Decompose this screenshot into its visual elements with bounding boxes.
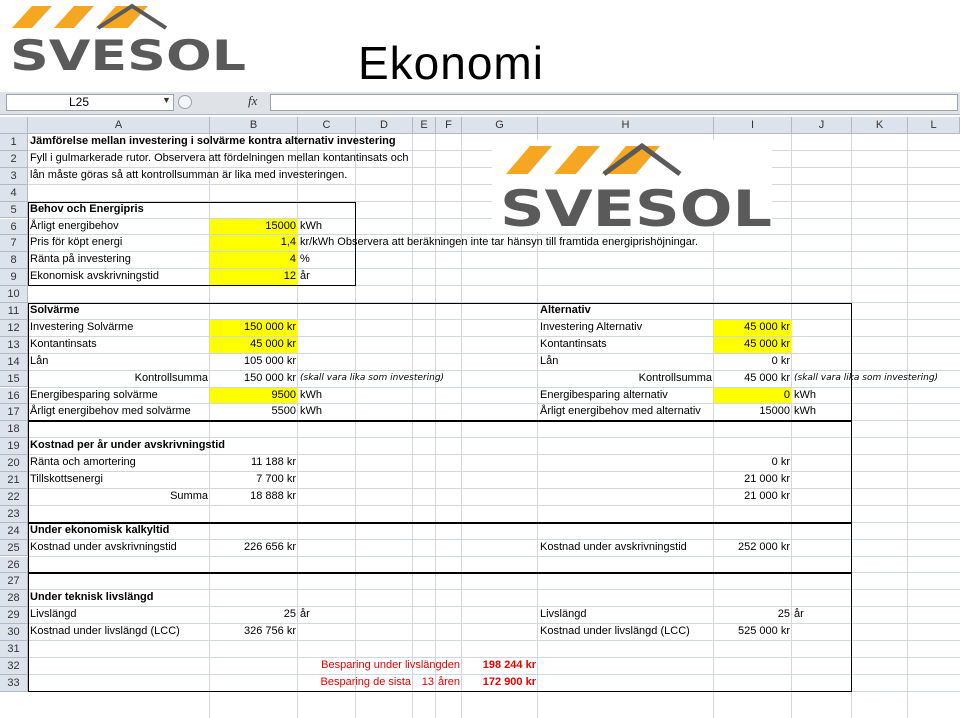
label-kostnad-avskrivning-sol[interactable]: Kostnad under avskrivningstid bbox=[30, 540, 177, 553]
label-ranta[interactable]: Ränta på investering bbox=[30, 253, 131, 266]
row-header-29[interactable]: 29 bbox=[0, 607, 28, 624]
value-livslangd-sol[interactable]: 25 bbox=[283, 608, 296, 621]
unit-kwh[interactable]: kWh bbox=[300, 219, 322, 232]
input-kontantinsats-alt[interactable]: 45 000 kr bbox=[714, 337, 792, 353]
label-avskrivningstid[interactable]: Ekonomisk avskrivningstid bbox=[30, 270, 159, 283]
section-header-teknisk[interactable]: Under teknisk livslängd bbox=[30, 591, 154, 604]
row-header-30[interactable]: 30 bbox=[0, 624, 28, 641]
label-ranta-amortering[interactable]: Ränta och amortering bbox=[30, 456, 136, 469]
name-box[interactable]: L25 bbox=[6, 94, 174, 111]
section-header-solvarme[interactable]: Solvärme bbox=[30, 304, 80, 316]
row-header-3[interactable]: 3 bbox=[0, 168, 28, 185]
label-lan-sol[interactable]: Lån bbox=[30, 354, 49, 367]
unit-pris-note[interactable]: kr/kWh Observera att beräkningen inte tar hänsyn till framtida energiprishöjningar. bbox=[300, 236, 699, 249]
intro-text-1[interactable]: Fyll i gulmarkerade rutor. Observera att fördelningen mellan kontantinsats och bbox=[30, 151, 409, 164]
gridline bbox=[412, 134, 413, 718]
label-arligt-energibehov[interactable]: Årligt energibehov bbox=[30, 219, 119, 232]
fx-icon[interactable]: fx bbox=[248, 93, 258, 108]
value-lan-alt[interactable]: 0 kr bbox=[771, 354, 790, 367]
intro-text-2[interactable]: lån måste göras så att kontrollsumman är lika med investeringen. bbox=[30, 168, 348, 181]
gridline bbox=[461, 134, 462, 718]
label-kontantinsats-alt[interactable]: Kontantinsats bbox=[540, 337, 607, 350]
gridline bbox=[28, 556, 960, 557]
unit-kwh[interactable]: kWh bbox=[300, 405, 322, 418]
label-energibesparing-alt[interactable]: Energibesparing alternativ bbox=[540, 388, 668, 401]
unit-ar[interactable]: år bbox=[300, 608, 310, 621]
row-header-1[interactable]: 1 bbox=[0, 134, 28, 151]
section-header-behov[interactable]: Behov och Energipris bbox=[30, 202, 144, 215]
label-kontantinsats-sol[interactable]: Kontantinsats bbox=[30, 337, 97, 350]
row-header-20[interactable]: 20 bbox=[0, 455, 28, 472]
label-investering-alt[interactable]: Investering Alternativ bbox=[540, 320, 643, 333]
row-header-32[interactable]: 32 bbox=[0, 658, 28, 675]
value-kontrollsumma-alt[interactable]: 45 000 kr bbox=[744, 371, 790, 384]
row-header-4[interactable]: 4 bbox=[0, 185, 28, 202]
value-tillskott-alt[interactable]: 21 000 kr bbox=[744, 473, 790, 485]
logo-text-embedded: SVESOL bbox=[500, 180, 772, 232]
svesol-logo-top bbox=[8, 2, 248, 74]
row-header-15[interactable]: 15 bbox=[0, 371, 28, 388]
row-header-13[interactable]: 13 bbox=[0, 337, 28, 354]
label-lcc-sol[interactable]: Kostnad under livslängd (LCC) bbox=[30, 625, 180, 638]
row-header-22[interactable]: 22 bbox=[0, 489, 28, 506]
row-header-12[interactable]: 12 bbox=[0, 320, 28, 337]
formula-input[interactable] bbox=[270, 94, 958, 111]
gridline bbox=[28, 691, 960, 692]
chevron-down-icon[interactable]: ▼ bbox=[162, 95, 171, 105]
label-kontrollsumma-sol[interactable]: Kontrollsumma bbox=[134, 371, 208, 384]
value-energibehov-alt[interactable]: 15000 bbox=[759, 405, 790, 418]
column-header-D[interactable]: D bbox=[356, 117, 413, 134]
value-besparing-sista-ar[interactable]: 13 bbox=[421, 675, 434, 688]
column-header-G[interactable]: G bbox=[462, 117, 538, 134]
value-summa-sol[interactable]: 18 888 kr bbox=[250, 489, 296, 502]
label-livslangd-sol[interactable]: Livslängd bbox=[30, 608, 77, 621]
value-kontrollsumma-sol[interactable]: 150 000 kr bbox=[244, 371, 296, 384]
svesol-logo-embedded bbox=[492, 140, 772, 232]
row-header-5[interactable]: 5 bbox=[0, 202, 28, 219]
value-energibehov-sol[interactable]: 5500 bbox=[271, 405, 296, 418]
label-lan-alt[interactable]: Lån bbox=[540, 354, 559, 367]
label-kostnad-avskrivning-alt[interactable]: Kostnad under avskrivningstid bbox=[540, 540, 687, 553]
column-header-H[interactable]: H bbox=[538, 117, 714, 134]
label-energibesparing-sol[interactable]: Energibesparing solvärme bbox=[30, 388, 158, 401]
value-lcc-alt[interactable]: 525 000 kr bbox=[738, 625, 790, 638]
row-header-8[interactable]: 8 bbox=[0, 252, 28, 269]
value-kostnad-avskrivning-alt[interactable]: 252 000 kr bbox=[738, 540, 790, 553]
unit-kwh[interactable]: kWh bbox=[300, 388, 322, 401]
row-header-11[interactable]: 11 bbox=[0, 303, 28, 320]
input-kontantinsats-sol[interactable]: 45 000 kr bbox=[210, 337, 298, 353]
column-header-B[interactable]: B bbox=[210, 117, 298, 134]
unit-ar[interactable]: år bbox=[794, 608, 804, 621]
row-header-17[interactable]: 17 bbox=[0, 404, 28, 421]
row-header-18[interactable]: 18 bbox=[0, 421, 28, 438]
value-kostnad-avskrivning-sol[interactable]: 226 656 kr bbox=[244, 540, 296, 553]
input-investering-sol[interactable]: 150 000 kr bbox=[210, 320, 298, 336]
label-tillskottsenergi[interactable]: Tillskottsenergi bbox=[30, 473, 103, 485]
unit-kwh[interactable]: kWh bbox=[794, 405, 816, 418]
column-header-L[interactable]: L bbox=[908, 117, 960, 134]
value-ranta-amortering-sol[interactable]: 11 188 kr bbox=[250, 456, 296, 469]
formula-bar bbox=[0, 92, 960, 115]
row-header-14[interactable]: 14 bbox=[0, 354, 28, 371]
row-header-24[interactable]: 24 bbox=[0, 523, 28, 540]
row-header-6[interactable]: 6 bbox=[0, 219, 28, 236]
input-investering-alt[interactable]: 45 000 kr bbox=[714, 320, 792, 336]
row-header-27[interactable]: 27 bbox=[0, 573, 28, 590]
column-header-F[interactable]: F bbox=[436, 117, 462, 134]
label-summa[interactable]: Summa bbox=[170, 489, 208, 502]
gridline bbox=[28, 505, 960, 506]
gridline bbox=[28, 420, 960, 421]
row-header-7[interactable]: 7 bbox=[0, 235, 28, 252]
row-header-31[interactable]: 31 bbox=[0, 641, 28, 658]
row-header-23[interactable]: 23 bbox=[0, 506, 28, 523]
label-investering-sol[interactable]: Investering Solvärme bbox=[30, 320, 134, 333]
gridline bbox=[435, 134, 436, 718]
gridline bbox=[28, 572, 960, 573]
input-avskrivningstid[interactable]: 12 bbox=[210, 269, 298, 285]
gridline bbox=[28, 285, 960, 286]
input-energibesparing-alt[interactable]: 0 bbox=[714, 388, 792, 404]
row-header-10[interactable]: 10 bbox=[0, 286, 28, 303]
value-besparing-livslangd[interactable]: 198 244 kr bbox=[482, 658, 536, 671]
unit-ar[interactable]: år bbox=[300, 270, 310, 283]
slide-title: Ekonomi bbox=[358, 37, 544, 89]
column-header-I[interactable]: I bbox=[714, 117, 792, 134]
label-livslangd-alt[interactable]: Livslängd bbox=[540, 608, 587, 621]
note-kontroll-sol[interactable]: (skall vara lika som investering) bbox=[300, 372, 445, 383]
gridline bbox=[851, 134, 852, 718]
row-header-28[interactable]: 28 bbox=[0, 590, 28, 607]
row-header-9[interactable]: 9 bbox=[0, 269, 28, 286]
column-header-K[interactable]: K bbox=[852, 117, 908, 134]
section-header-alternativ[interactable]: Alternativ bbox=[540, 304, 591, 316]
input-ranta[interactable]: 4 bbox=[210, 252, 298, 268]
formula-bar-handle[interactable] bbox=[178, 95, 192, 109]
select-all-corner[interactable] bbox=[0, 117, 28, 134]
row-header-26[interactable]: 26 bbox=[0, 557, 28, 574]
label-kontrollsumma-alt[interactable]: Kontrollsumma bbox=[638, 371, 712, 384]
sheet-title[interactable]: Jämförelse mellan investering i solvärme kontra alternativ investering bbox=[30, 135, 396, 147]
gridline bbox=[28, 640, 960, 641]
label-pris[interactable]: Pris för köpt energi bbox=[30, 236, 123, 249]
value-ranta-amortering-alt[interactable]: 0 kr bbox=[771, 456, 790, 469]
row-header-21[interactable]: 21 bbox=[0, 472, 28, 489]
row-header-2[interactable]: 2 bbox=[0, 151, 28, 168]
value-lcc-sol[interactable]: 326 756 kr bbox=[244, 625, 296, 638]
column-header-A[interactable]: A bbox=[28, 117, 210, 134]
value-livslangd-alt[interactable]: 25 bbox=[777, 608, 790, 621]
column-header-E[interactable]: E bbox=[413, 117, 436, 134]
value-summa-alt[interactable]: 21 000 kr bbox=[744, 489, 790, 502]
row-header-19[interactable]: 19 bbox=[0, 438, 28, 455]
value-lan-sol[interactable]: 105 000 kr bbox=[244, 354, 296, 367]
logo-text: SVESOL bbox=[10, 31, 247, 74]
label-lcc-alt[interactable]: Kostnad under livslängd (LCC) bbox=[540, 625, 690, 638]
row-header-25[interactable]: 25 bbox=[0, 540, 28, 557]
unit-percent[interactable]: % bbox=[300, 253, 310, 266]
column-header-C[interactable]: C bbox=[298, 117, 356, 134]
input-energibesparing-sol[interactable]: 9500 bbox=[210, 388, 298, 404]
value-besparing-sista[interactable]: 172 900 kr bbox=[482, 675, 536, 688]
label-energibehov-sol[interactable]: Årligt energibehov med solvärme bbox=[30, 405, 191, 418]
note-kontroll-alt[interactable]: (skall vara lika som investering) bbox=[794, 372, 939, 383]
row-header-33[interactable]: 33 bbox=[0, 675, 28, 692]
row-header-16[interactable]: 16 bbox=[0, 388, 28, 405]
input-pris[interactable]: 1,4 bbox=[210, 235, 298, 251]
label-besparing-livslangd[interactable]: Besparing under livslängden bbox=[321, 658, 460, 671]
value-tillskott-sol[interactable]: 7 700 kr bbox=[256, 473, 296, 485]
input-arligt-energibehov[interactable]: 15000 bbox=[210, 219, 298, 235]
unit-aren[interactable]: åren bbox=[438, 675, 461, 688]
label-besparing-sista[interactable]: Besparing de sista bbox=[320, 675, 411, 688]
gridline bbox=[907, 134, 908, 718]
section-header-kostnad[interactable]: Kostnad per år under avskrivningstid bbox=[30, 439, 225, 452]
label-energibehov-alt[interactable]: Årligt energibehov med alternativ bbox=[540, 405, 701, 418]
column-header-J[interactable]: J bbox=[792, 117, 852, 134]
unit-kwh[interactable]: kWh bbox=[794, 388, 816, 401]
section-header-kalkyltid[interactable]: Under ekonomisk kalkyltid bbox=[30, 523, 170, 536]
